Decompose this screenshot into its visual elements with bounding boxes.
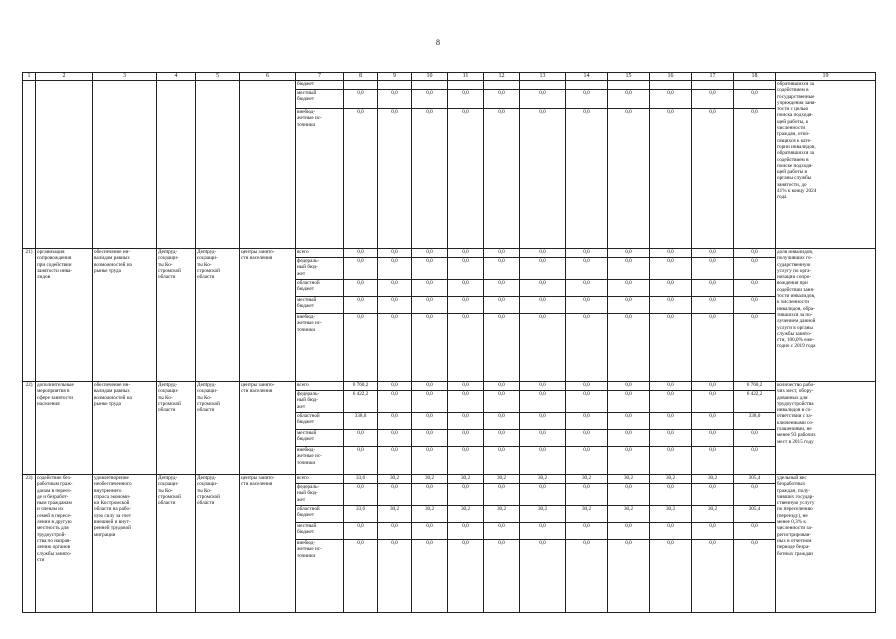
funding-value: 0,0 [734, 249, 776, 258]
funding-value: 0,0 [650, 314, 692, 382]
funding-value: 0,0 [650, 90, 692, 109]
funding-value: 0,0 [692, 540, 734, 613]
funding-value: 0,0 [412, 484, 448, 506]
column-number-10: 10 [412, 73, 448, 81]
page-number: 8 [436, 38, 440, 47]
funding-value: 0,0 [566, 109, 608, 249]
funding-value: 0,0 [412, 391, 448, 413]
funding-value: 0,0 [566, 280, 608, 297]
funding-source: областной бюджет [296, 280, 344, 297]
funding-value: 0,0 [378, 540, 412, 613]
funding-value: 0,0 [378, 382, 412, 391]
funding-value: 0,0 [692, 382, 734, 391]
funding-value: 0,0 [650, 391, 692, 413]
funding-value: 0,0 [566, 258, 608, 280]
funding-value: 0,0 [734, 447, 776, 475]
funding-value: 0,0 [566, 90, 608, 109]
funding-value: 0,0 [378, 297, 412, 314]
funding-value: 0,0 [608, 109, 650, 249]
funding-value: 30,2 [650, 506, 692, 523]
funding-value: 0,0 [412, 258, 448, 280]
responsible-executor: Депtруд- соцзащи- ты Ко- стромской области [157, 249, 196, 382]
funding-value: 0,0 [378, 109, 412, 249]
funding-value: 0,0 [378, 258, 412, 280]
funding-value: 0,0 [520, 314, 566, 382]
funding-value: 0,0 [344, 280, 378, 297]
funding-value: 0,0 [344, 297, 378, 314]
funding-value: 0,0 [608, 249, 650, 258]
task-description: удовлетворение необеспеченного внутреннего спроса экономи- ки Костромской области на рабо- чую силу за счет внешней и внут- ренней трудовой миграции [93, 475, 157, 613]
funding-value: 0,0 [448, 280, 484, 297]
participants: центры занято- сти населения [240, 249, 296, 382]
participants: центры занято- сти населения [240, 475, 296, 613]
funding-value: 0,0 [520, 447, 566, 475]
funding-value: 0,0 [520, 258, 566, 280]
funding-value: 0,0 [412, 109, 448, 249]
funding-value: 0,0 [566, 382, 608, 391]
funding-value: 0,0 [520, 430, 566, 447]
empty-cell [412, 81, 448, 90]
funding-value: 0,0 [608, 314, 650, 382]
funding-value: 0,0 [484, 249, 520, 258]
funding-value: 6 760,2 [344, 382, 378, 391]
column-number-5: 5 [196, 73, 240, 81]
funding-value: 0,0 [608, 523, 650, 540]
funding-value: 0,0 [734, 430, 776, 447]
funding-value: 0,0 [650, 258, 692, 280]
column-number-7: 7 [296, 73, 344, 81]
funding-value: 0,0 [448, 109, 484, 249]
funding-value: 0,0 [650, 523, 692, 540]
indicator-note: обратившихся за содействием в государственные учреждения заня- тости с целью поиска подходя- щей работы, к численности граждан, отно- сящихся к кате- гории инвалидов, обратившихся за содействием в поиске подходя- щей работы в органы службы занятости, до 41% к концу 2024 года [776, 81, 876, 249]
funding-value: 0,0 [412, 249, 448, 258]
funding-source: внебюд- жетные ис- точники [296, 447, 344, 475]
table-row [23, 475, 876, 484]
funding-value: 0,0 [520, 280, 566, 297]
empty-cell [157, 81, 196, 249]
funding-value: 30,2 [608, 475, 650, 484]
column-number-2: 2 [36, 73, 93, 81]
funding-value: 30,2 [412, 506, 448, 523]
funding-value: 0,0 [608, 382, 650, 391]
funding-value: 33,6 [344, 506, 378, 523]
funding-value: 0,0 [378, 280, 412, 297]
co-executor: Депtруд- соцзащи- ты Ко- стромской области [196, 249, 240, 382]
funding-value: 0,0 [608, 297, 650, 314]
funding-value: 0,0 [448, 382, 484, 391]
funding-value: 0,0 [650, 280, 692, 297]
funding-value: 0,0 [378, 90, 412, 109]
funding-value: 0,0 [734, 314, 776, 382]
funding-value: 0,0 [520, 297, 566, 314]
funding-value: 30,2 [692, 475, 734, 484]
funding-value: 0,0 [520, 90, 566, 109]
funding-value: 0,0 [520, 391, 566, 413]
funding-value: 0,0 [484, 391, 520, 413]
funding-value: 0,0 [608, 280, 650, 297]
funding-value: 0,0 [692, 314, 734, 382]
empty-cell [448, 81, 484, 90]
column-number-3: 3 [93, 73, 157, 81]
activity-name: дополнительные мероприятия в сфере занятости населения [36, 382, 93, 475]
funding-value: 0,0 [692, 90, 734, 109]
funding-value: 0,0 [650, 297, 692, 314]
funding-value: 0,0 [484, 447, 520, 475]
indicator-note: доля инвалидов, получивших го- сударственную услугу по орга- низации сопро- вождения при содействии заня- тости инвалидов, к численности инвалидов, обра- тившихся за по- лучением данной услуги в органы службы занято- сти, 100,0% еже- годно с 2019 года [776, 249, 876, 382]
row-number: 21) [23, 249, 36, 382]
funding-value: 0,0 [520, 523, 566, 540]
column-number-19: 19 [776, 73, 876, 81]
column-number-9: 9 [378, 73, 412, 81]
funding-value: 30,2 [650, 475, 692, 484]
funding-value: 0,0 [566, 297, 608, 314]
funding-value: 6 760,2 [734, 382, 776, 391]
funding-value: 30,2 [448, 475, 484, 484]
funding-value: 30,2 [378, 475, 412, 484]
funding-value: 338,0 [734, 413, 776, 430]
responsible-executor: Депtруд- соцзащи- ты Ко- стромской области [157, 475, 196, 613]
column-number-6: 6 [240, 73, 296, 81]
table-row [23, 249, 876, 258]
indicator-note: количество рабо- чих мест, обору- дованных для трудоустройства инвалидов в со- ответствии с за- ключенными со- глашениями, не менее 93 рабочих мест в 2015 году [776, 382, 876, 475]
funding-value: 305,4 [734, 475, 776, 484]
co-executor: Депtруд- соцзащи- ты Ко- стромской области [196, 382, 240, 475]
funding-value: 0,0 [566, 413, 608, 430]
funding-source: всего [296, 475, 344, 484]
funding-value: 0,0 [608, 430, 650, 447]
column-number-16: 16 [650, 73, 692, 81]
funding-value: 0,0 [566, 430, 608, 447]
funding-source: федераль- ный бюд- жет [296, 391, 344, 413]
funding-source: областной бюджет [296, 413, 344, 430]
activity-name: содействие без- работным граж- данам в переез- де и безработ- ным гражданам и членам их семей в пересе- лении в другую местность для трудоустрой- ства по направ- лению органов службы занято- сти [36, 475, 93, 613]
funding-value: 0,0 [448, 297, 484, 314]
funding-value: 30,2 [378, 506, 412, 523]
funding-value: 0,0 [344, 484, 378, 506]
empty-cell [93, 81, 157, 249]
funding-value: 0,0 [608, 391, 650, 413]
funding-value: 0,0 [448, 447, 484, 475]
funding-value: 0,0 [692, 413, 734, 430]
funding-value: 0,0 [412, 297, 448, 314]
funding-value: 0,0 [566, 523, 608, 540]
funding-value: 0,0 [448, 391, 484, 413]
responsible-executor: Депtруд- соцзащи- ты Ко- стромской области [157, 382, 196, 475]
funding-value: 0,0 [608, 540, 650, 613]
funding-value: 0,0 [344, 90, 378, 109]
funding-value: 0,0 [484, 280, 520, 297]
funding-value: 0,0 [378, 314, 412, 382]
funding-value: 0,0 [344, 109, 378, 249]
column-number-8: 8 [344, 73, 378, 81]
funding-value: 0,0 [734, 523, 776, 540]
funding-value: 30,2 [448, 506, 484, 523]
funding-value: 0,0 [608, 484, 650, 506]
funding-value: 0,0 [692, 249, 734, 258]
funding-value: 0,0 [412, 413, 448, 430]
funding-value: 0,0 [692, 447, 734, 475]
funding-value: 0,0 [520, 413, 566, 430]
funding-value: 0,0 [734, 258, 776, 280]
funding-value: 0,0 [344, 540, 378, 613]
funding-value: 0,0 [608, 447, 650, 475]
empty-cell [520, 81, 566, 90]
funding-value: 30,2 [692, 506, 734, 523]
column-number-1: 1 [23, 73, 36, 81]
funding-value: 0,0 [520, 484, 566, 506]
funding-value: 0,0 [448, 90, 484, 109]
funding-value: 0,0 [692, 484, 734, 506]
funding-value: 0,0 [484, 484, 520, 506]
column-number-18: 18 [734, 73, 776, 81]
funding-value: 0,0 [734, 280, 776, 297]
funding-value: 0,0 [650, 249, 692, 258]
empty-cell [650, 81, 692, 90]
empty-cell [484, 81, 520, 90]
funding-value: 0,0 [378, 484, 412, 506]
funding-value: 0,0 [344, 523, 378, 540]
funding-value: 0,0 [650, 540, 692, 613]
column-number-14: 14 [566, 73, 608, 81]
column-number-17: 17 [692, 73, 734, 81]
funding-value: 0,0 [566, 249, 608, 258]
indicator-note: удельный вес безработных граждан, полу- чивших государ- ственную услугу по переселению (переезду), не менее 0,3% к численности за- регистрирован- ных в отчетном периоде безра- ботных граждан [776, 475, 876, 613]
funding-value: 0,0 [692, 258, 734, 280]
funding-source: местный бюджет [296, 430, 344, 447]
funding-value: 6 422,2 [734, 391, 776, 413]
task-description: обеспечение ин- валидам равных возможностей на рынке труда [93, 382, 157, 475]
funding-value: 0,0 [692, 297, 734, 314]
funding-value: 0,0 [378, 447, 412, 475]
funding-value: 0,0 [608, 258, 650, 280]
funding-value: 0,0 [566, 484, 608, 506]
empty-cell [23, 81, 36, 249]
empty-cell [240, 81, 296, 249]
funding-value: 0,0 [412, 90, 448, 109]
funding-value: 0,0 [520, 249, 566, 258]
funding-source: всего [296, 382, 344, 391]
funding-value: 0,0 [484, 413, 520, 430]
funding-value: 0,0 [412, 447, 448, 475]
funding-value: 0,0 [650, 413, 692, 430]
co-executor: Депtруд- соцзащи- ты Ко- стромской области [196, 475, 240, 613]
column-number-11: 11 [448, 73, 484, 81]
funding-value: 0,0 [484, 523, 520, 540]
funding-value: 0,0 [344, 258, 378, 280]
column-number-12: 12 [484, 73, 520, 81]
funding-value: 30,2 [520, 506, 566, 523]
funding-value: 0,0 [344, 430, 378, 447]
funding-value: 0,0 [650, 430, 692, 447]
funding-value: 0,0 [692, 523, 734, 540]
funding-value: 0,0 [378, 430, 412, 447]
funding-value: 0,0 [378, 523, 412, 540]
funding-value: 0,0 [484, 258, 520, 280]
funding-source: федераль- ный бюд- жет [296, 484, 344, 506]
funding-value: 33,6 [344, 475, 378, 484]
funding-value: 0,0 [448, 540, 484, 613]
funding-value: 0,0 [484, 430, 520, 447]
funding-value: 305,4 [734, 506, 776, 523]
funding-value: 0,0 [520, 540, 566, 613]
funding-value: 0,0 [412, 523, 448, 540]
funding-value: 0,0 [692, 109, 734, 249]
funding-value: 0,0 [448, 314, 484, 382]
funding-value: 0,0 [448, 430, 484, 447]
funding-value: 30,2 [484, 475, 520, 484]
funding-value: 0,0 [484, 314, 520, 382]
funding-value: 0,0 [608, 90, 650, 109]
funding-value: 0,0 [378, 391, 412, 413]
empty-cell [344, 81, 378, 90]
funding-value: 30,2 [520, 475, 566, 484]
funding-value: 0,0 [484, 540, 520, 613]
task-description: обеспечение ин- валидам равных возможностей на рынке труда [93, 249, 157, 382]
empty-cell [196, 81, 240, 249]
funding-value: 0,0 [692, 391, 734, 413]
funding-source: всего [296, 249, 344, 258]
funding-value: 0,0 [734, 90, 776, 109]
empty-cell [692, 81, 734, 90]
funding-value: 0,0 [412, 540, 448, 613]
funding-value: 0,0 [692, 280, 734, 297]
funding-value: 0,0 [734, 484, 776, 506]
funding-value: 0,0 [566, 391, 608, 413]
funding-value: 0,0 [520, 109, 566, 249]
column-number-row [23, 73, 876, 81]
funding-source: внебюд- жетные ис- точники [296, 109, 344, 249]
funding-value: 30,2 [412, 475, 448, 484]
funding-value: 30,2 [566, 475, 608, 484]
column-number-15: 15 [608, 73, 650, 81]
participants: центры занято- сти населения [240, 382, 296, 475]
funding-value: 0,0 [448, 413, 484, 430]
funding-value: 0,0 [448, 523, 484, 540]
funding-value: 0,0 [344, 447, 378, 475]
funding-value: 0,0 [344, 249, 378, 258]
funding-value: 0,0 [520, 382, 566, 391]
funding-value: 0,0 [412, 430, 448, 447]
empty-cell [734, 81, 776, 90]
funding-value: 30,2 [608, 506, 650, 523]
funding-value: 0,0 [692, 430, 734, 447]
funding-value: 0,0 [484, 109, 520, 249]
funding-source: федераль- ный бюд- жет [296, 258, 344, 280]
funding-value: 0,0 [566, 447, 608, 475]
table-row [23, 81, 876, 90]
funding-value: 0,0 [650, 447, 692, 475]
funding-source: местный бюджет [296, 297, 344, 314]
funding-value: 0,0 [378, 413, 412, 430]
funding-source: внебюд- жетные ис- точники [296, 314, 344, 382]
funding-source: внебюд- жетные ис- точники [296, 540, 344, 613]
funding-value: 0,0 [650, 109, 692, 249]
funding-value: 6 422,2 [344, 391, 378, 413]
funding-source: местный бюджет [296, 523, 344, 540]
funding-value: 0,0 [484, 382, 520, 391]
program-table [22, 72, 876, 613]
funding-value: 338,0 [344, 413, 378, 430]
funding-source: областной бюджет [296, 506, 344, 523]
funding-value: 30,2 [566, 506, 608, 523]
funding-value: 0,0 [650, 382, 692, 391]
row-number: 23) [23, 475, 36, 613]
funding-value: 0,0 [412, 382, 448, 391]
funding-value: 0,0 [378, 249, 412, 258]
activity-name: организация сопровождения при содействии занятости инва- лидов [36, 249, 93, 382]
funding-value: 0,0 [412, 314, 448, 382]
funding-source: местный бюджет [296, 90, 344, 109]
column-number-13: 13 [520, 73, 566, 81]
empty-cell [36, 81, 93, 249]
funding-value: 0,0 [448, 249, 484, 258]
table-row [23, 382, 876, 391]
funding-source: бюджет [296, 81, 344, 90]
empty-cell [378, 81, 412, 90]
funding-value: 0,0 [448, 258, 484, 280]
funding-value: 0,0 [608, 413, 650, 430]
funding-value: 0,0 [650, 484, 692, 506]
funding-value: 0,0 [566, 314, 608, 382]
empty-cell [608, 81, 650, 90]
funding-value: 0,0 [484, 90, 520, 109]
empty-cell [566, 81, 608, 90]
funding-value: 0,0 [344, 314, 378, 382]
funding-value: 0,0 [448, 484, 484, 506]
funding-value: 0,0 [566, 540, 608, 613]
funding-value: 0,0 [484, 297, 520, 314]
row-number: 22) [23, 382, 36, 475]
funding-value: 30,2 [484, 506, 520, 523]
funding-value: 0,0 [412, 280, 448, 297]
funding-value: 0,0 [734, 109, 776, 249]
funding-value: 0,0 [734, 297, 776, 314]
funding-value: 0,0 [734, 540, 776, 613]
column-number-4: 4 [157, 73, 196, 81]
